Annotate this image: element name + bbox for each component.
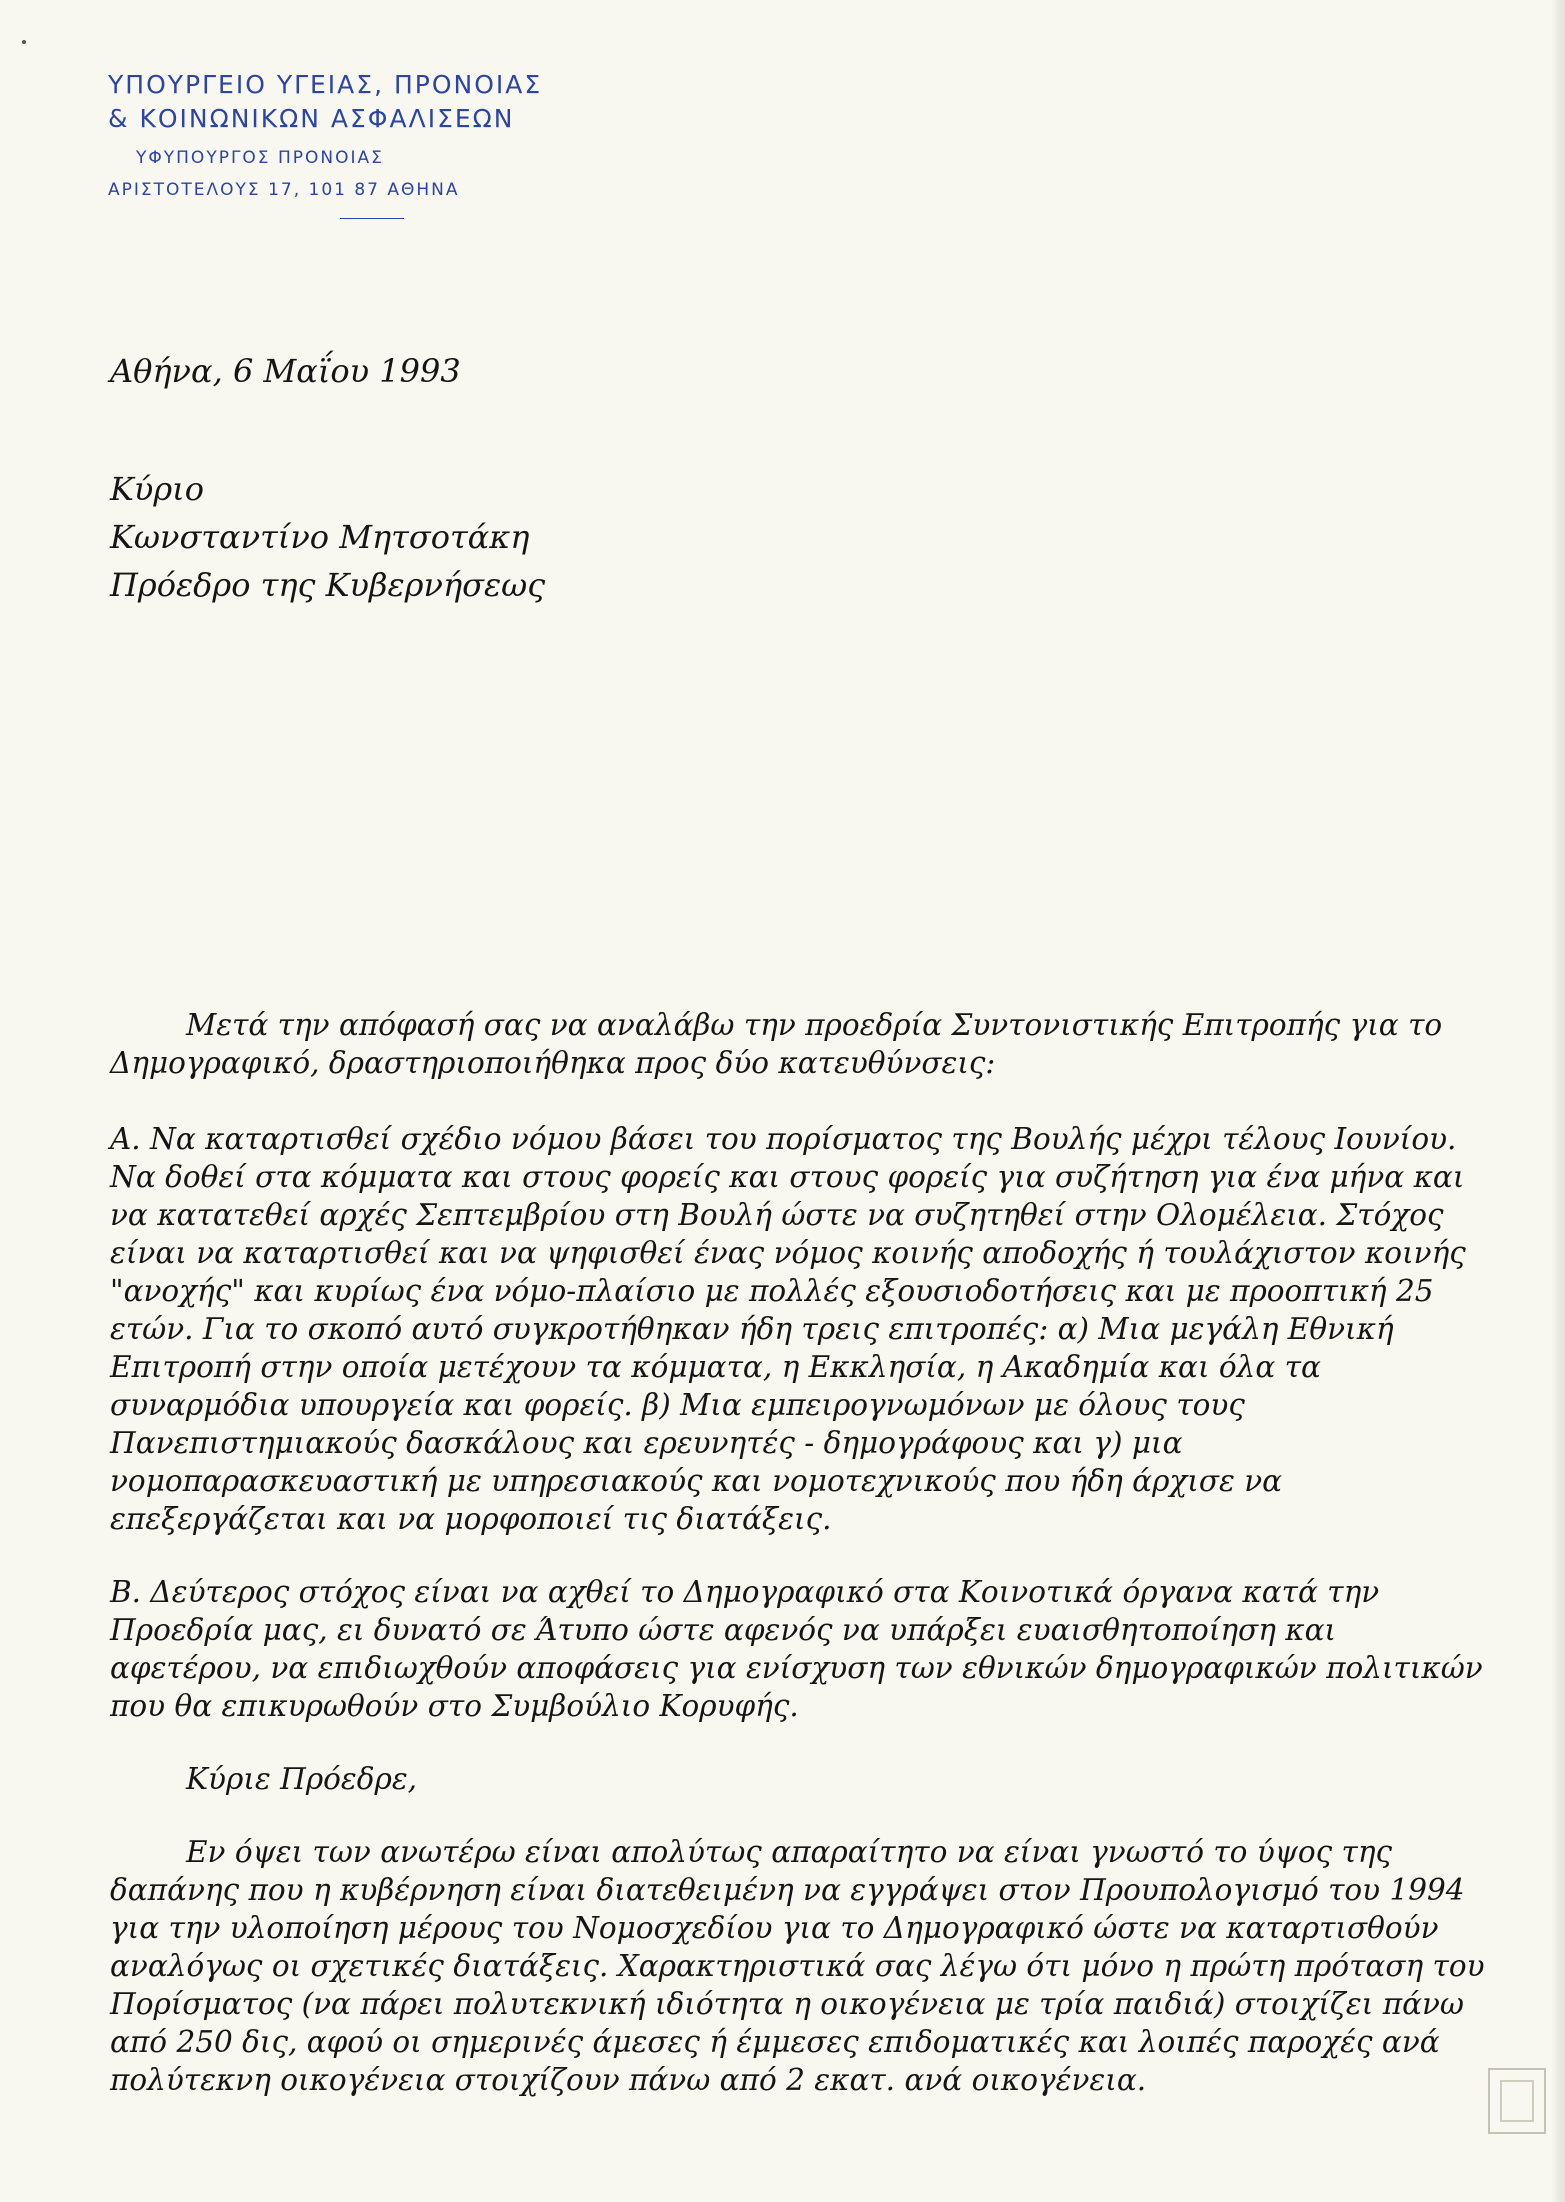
point-a-paragraph: Α. Να καταρτισθεί σχέδιο νόμου βάσει του πορίσματος της Βουλής μέχρι τέλους Ιουνίου. Να δοθεί στα κόμματα και στους φορείς και στους φορείς για συζήτηση για ένα μήνα και να κατατεθεί αρχές Σεπτεμβρίου στη Βουλή ώστε να συζητηθεί στην Ολομέλεια. Στόχος είναι να καταρτισθεί και να ψηφισθεί ένας νόμος κοινής αποδοχής ή τουλάχιστον κοινής "ανοχής" και κυρίως ένα νόμο-πλαίσιο με πολλές εξουσιοδοτήσεις και με προοπτική 25 ετών. Για το σκοπό αυτό συγκροτήθηκαν ήδη τρεις επιτροπές: α) Μια μεγάλη Εθνική Επιτροπή στην οποία μετέχουν τα κόμματα, η Εκκλησία, η Ακαδημία και όλα τα συναρμόδια υπουργεία και φορείς. β) Μια εμπειρογνωμόνων με όλους τους Πανεπιστημιακούς δασκάλους και ερευνητές - δημογράφους και γ) μια νομοπαρασκευαστική με υπηρεσιακούς και νομοτεχνικούς που ήδη άρχισε να επεξεργάζεται και να μορφοποιεί τις διατάξεις.	[110, 1122, 1466, 1536]
letterhead-divider	[340, 218, 404, 219]
recipient-title: Πρόεδρο της Κυβερνήσεως	[110, 566, 546, 604]
point-b-paragraph: Β. Δεύτερος στόχος είναι να αχθεί το Δημογραφικό στα Κοινοτικά όργανα κατά την Προεδρία μας, ει δυνατό σε Άτυπο ώστε αφενός να υπάρξει ευαισθητοποίηση και αφετέρου, να επιδιωχθούν αποφάσεις για ενίσχυση των εθνικών δημογραφικών πολιτικών που θα επικυρωθούν στο Συμβούλιο Κορυφής.	[110, 1575, 1483, 1723]
letterhead	[108, 68, 542, 219]
letter-date: Αθήνα, 6 Μαΐου 1993	[110, 352, 461, 390]
intro-paragraph: Μετά την απόφασή σας να αναλάβω την προεδρία Συντονιστικής Επιτροπής για το Δημογραφικό, δραστηριοποιήθηκα προς δύο κατευθύνσεις:	[110, 1008, 1443, 1080]
letterhead-address: ΑΡΙΣΤΟΤΕΛΟΥΣ 17, 101 87 ΑΘΗΝΑ	[108, 180, 460, 200]
recipient-salutation: Κύριο	[110, 470, 204, 508]
recipient-block	[110, 465, 545, 609]
letterhead-ministry-line2: & ΚΟΙΝΩΝΙΚΩΝ ΑΣΦΑΛΙΣΕΩΝ	[108, 104, 515, 133]
page-edge-shadow	[1551, 0, 1565, 2202]
closing-paragraph: Εν όψει των ανωτέρω είναι απολύτως απαραίτητο να είναι γνωστό το ύψος της δαπάνης που η κυβέρνηση είναι διατεθειμένη να εγγράψει στον Προυπολογισμό του 1994 για την υλοποίηση μέρους του Νομοσχεδίου για το Δημογραφικό ώστε να καταρτισθούν αναλόγως οι σχετικές διατάξεις. Χαρακτηριστικά σας λέγω ότι μόνο η πρώτη πρόταση του Πορίσματος (να πάρει πολυτεκνική ιδιότητα η οικογένεια με τρία παιδιά) στοιχίζει πάνω από 250 δις, αφού οι σημερινές άμεσες ή έμμεσες επιδοματικές και λοιπές παροχές ανά πολύτεκνη οικογένεια στοιχίζουν πάνω από 2 εκατ. ανά οικογένεια.	[110, 1835, 1485, 2097]
salutation-line: Κύριε Πρόεδρε,	[186, 1762, 418, 1796]
archive-stamp-logo	[1488, 2068, 1546, 2134]
recipient-name: Κωνσταντίνο Μητσοτάκη	[110, 518, 530, 556]
scan-speck	[22, 40, 26, 44]
letterhead-ministry-line1: ΥΠΟΥΡΓΕΙΟ ΥΓΕΙΑΣ, ΠΡΟΝΟΙΑΣ	[108, 70, 543, 99]
letterhead-deputy-minister: ΥΦΥΠΟΥΡΓΟΣ ΠΡΟΝΟΙΑΣ	[136, 148, 384, 168]
letter-body	[110, 1006, 1485, 2099]
